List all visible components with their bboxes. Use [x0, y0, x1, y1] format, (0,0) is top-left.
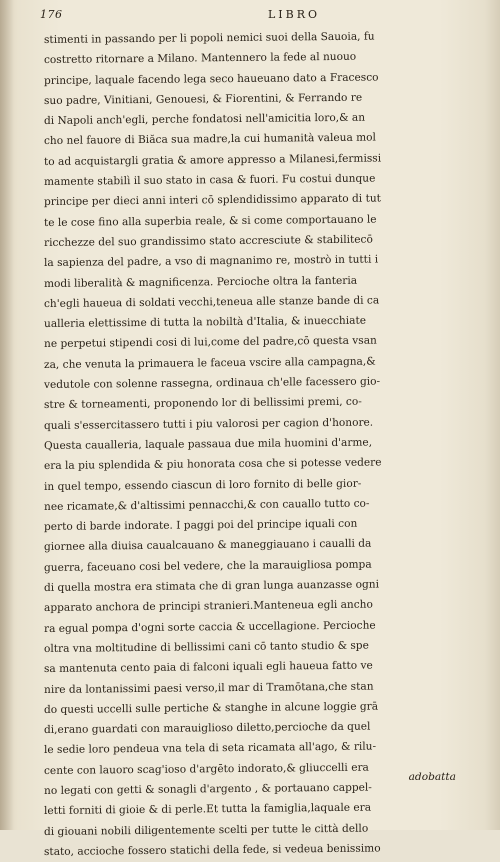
text-line: costretto ritornare a Milano. Mantennero la fede al nuouo	[44, 51, 357, 67]
text-line: ch'egli haueua di soldati vecchi,teneua alle stanze bande di ca	[44, 294, 380, 310]
text-line: stato, accioche fossero statichi della fede, si vedeua benissimo	[44, 842, 381, 858]
text-line: principe, laquale facendo lega seco haueuano dato a Fracesco	[44, 71, 379, 87]
gutter-shadow	[0, 0, 14, 830]
page-number: 176	[40, 8, 63, 21]
text-line: nire da lontanissimi paesi verso,il mar di Tramōtana,che stan	[44, 680, 374, 696]
text-line: mamente stabilì il suo stato in casa & fuori. Fu costui dunque	[44, 172, 376, 189]
text-line: di,erano guardati con marauiglioso diletto,percioche da quel	[44, 720, 371, 737]
text-line: do questi uccelli sulle pertiche & stanghe in alcune loggie grā	[44, 700, 379, 716]
text-line: ualleria elettissime di tutta la nobiltà d'Italia, & inuecchiate	[44, 314, 366, 331]
text-line: guerra, faceuano cosi bel vedere, che la marauigliosa pompa	[44, 558, 372, 574]
text-line: apparato anchora de principi stranieri.Manteneua egli ancho	[44, 598, 373, 615]
running-head: LIBRO	[268, 8, 321, 21]
text-line: to ad acquistargli gratia & amore appresso a Milanesi,fermissi	[44, 152, 382, 168]
text-line: suo padre, Vinitiani, Genouesi, & Fiorentini, & Ferrando re	[44, 91, 363, 107]
text-line: quali s'essercitassero tutti i piu valorosi per cagion d'honore.	[44, 416, 374, 432]
text-line: di quella mostra era stimata che di gran lunga auanzasse ogni	[44, 578, 379, 595]
text-line: in quel tempo, essendo ciascun di loro fornito di belle gior-	[44, 477, 362, 493]
text-line: di Napoli anch'egli, perche fondatosi nell'amicitia loro,& an	[44, 111, 366, 128]
text-line: perto di barde indorate. I paggi poi del principe iquali con	[44, 517, 358, 534]
text-line: vedutole con solenne rassegna, ordinaua ch'elle facessero gio-	[44, 375, 381, 392]
text-line: letti forniti di gioie & di perle.Et tutta la famiglia,laquale era	[44, 801, 372, 818]
text-line: no legati con getti & sonagli d'argento , & portauano cappel-	[44, 781, 372, 797]
text-line: stre & torneamenti, proponendo lor di bellissimi premi, co-	[44, 396, 362, 412]
text-line: stimenti in passando per li popoli nemici suoi della Sauoia, fu	[44, 30, 375, 46]
text-line: le sedie loro pendeua vna tela di seta ricamata all'ago, & rilu-	[44, 740, 377, 757]
text-line: sa mantenuta cento paia di falconi iquali egli haueua fatto ve	[44, 659, 373, 676]
text-line: za, che venuta la primauera le faceua vscire alla campagna,&	[44, 355, 376, 371]
text-line: la sapienza del padre, a vso di magnanimo re, mostrò in tutti i	[44, 253, 379, 270]
text-line: di giouani nobili diligentemente scelti per tutte le città dello	[44, 822, 369, 838]
text-line: principe per dieci anni interi cō splendidissimo apparato di tut	[44, 192, 381, 209]
body-text	[44, 26, 459, 862]
page-header	[40, 8, 460, 24]
text-line: ricchezze del suo grandissimo stato accresciute & stabilitecō	[44, 233, 373, 249]
text-line: cho nel fauore di Biăca sua madre,la cui humanità valeua mol	[44, 132, 376, 148]
text-line: era la piu splendida & piu honorata cosa che si potesse vedere	[44, 456, 382, 473]
text-line: nee ricamate,& d'altissimi pennacchi,& con cauallo tutto co-	[44, 497, 370, 513]
text-line: ra egual pompa d'ogni sorte caccia & uccellagione. Percioche	[44, 619, 376, 635]
text-line: modi liberalità & magnificenza. Percioche oltra la fanteria	[44, 274, 358, 290]
text-line: te le cose fino alla superbia reale, & si come comportauano le	[44, 213, 377, 229]
text-line: Questa caualleria, laquale passaua due mila huomini d'arme,	[44, 436, 373, 452]
text-line: giornee alla diuisa caualcauano & maneggiauano i caualli da	[44, 537, 372, 554]
text-line: oltra vna moltitudine di bellissimi cani cō tanto studio & spe	[44, 639, 369, 655]
catchword: adobatta	[408, 771, 456, 783]
text-line: cente con lauoro scag'ioso d'argēto indorato,& gliuccelli era	[44, 761, 369, 777]
text-line: ne perpetui stipendi cosi di lui,come del padre,cō questa vsan	[44, 334, 377, 351]
